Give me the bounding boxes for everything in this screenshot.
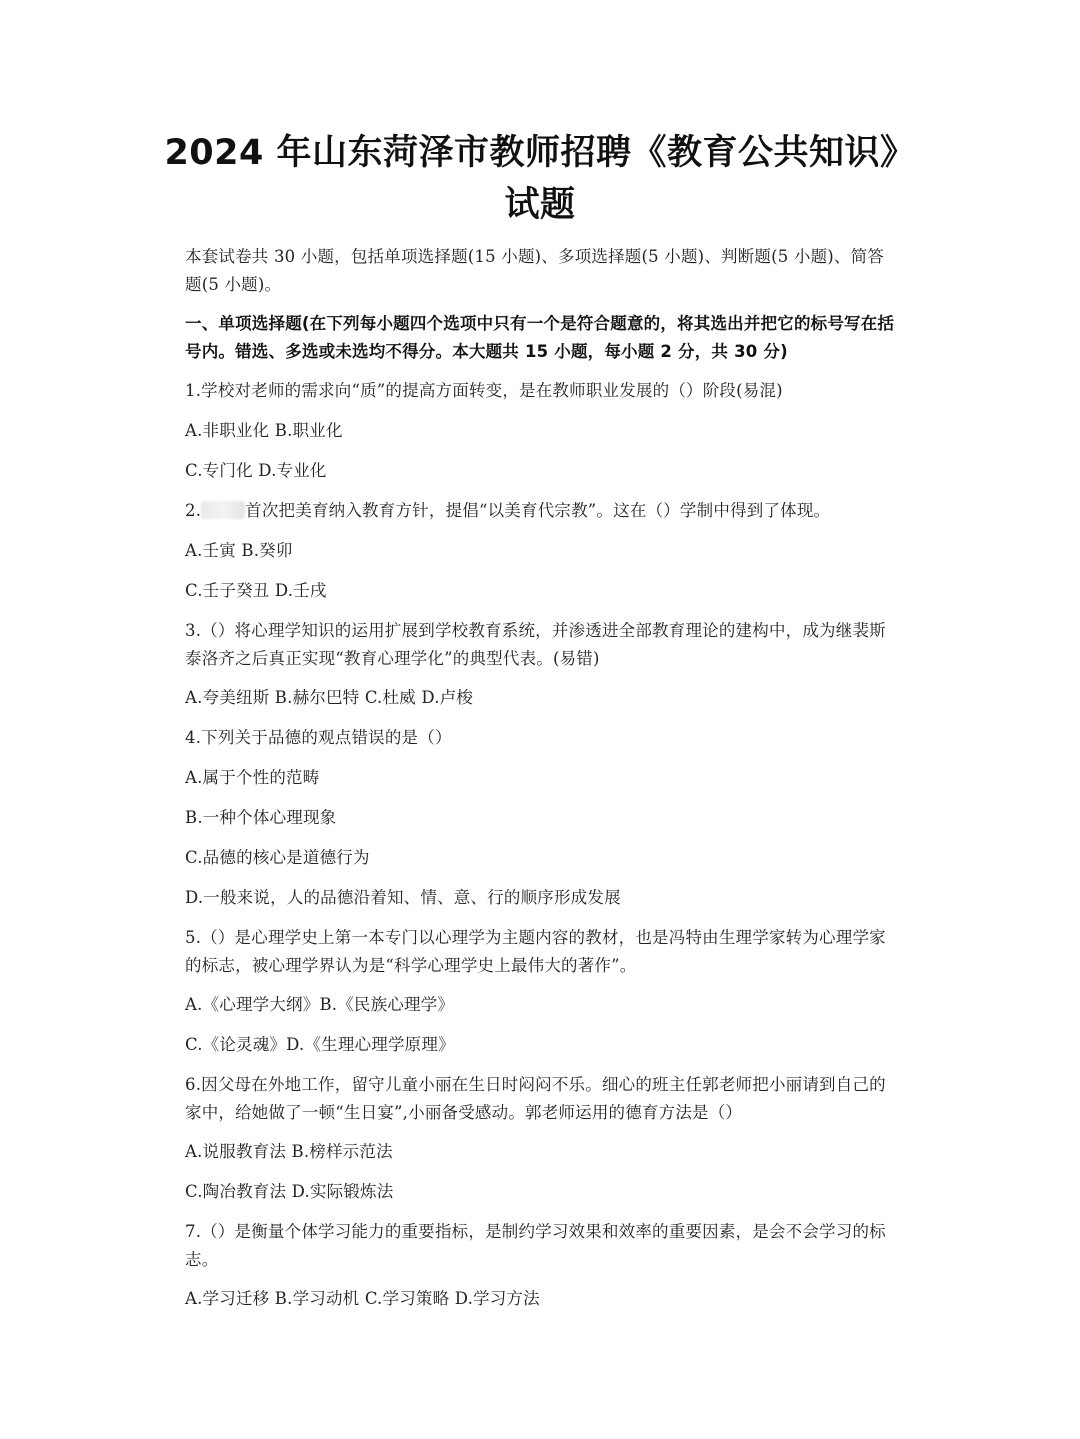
- question-option: C.品德的核心是道德行为: [185, 848, 370, 867]
- page-title-line2: 试题: [504, 185, 576, 225]
- question-option: C.专门化 D.专业化: [185, 461, 327, 480]
- question-option: C.壬子癸丑 D.壬戌: [185, 581, 327, 600]
- question-option: A.学习迁移 B.学习动机 C.学习策略 D.学习方法: [185, 1289, 540, 1308]
- question-option: A.壬寅 B.癸卯: [185, 541, 293, 560]
- section-heading: 一、单项选择题(在下列每小题四个选项中只有一个是符合题意的，将其选出并把它的标号写在括号内。错选、多选或未选均不得分。本大题共 15 小题，每小题 2 分，共 30 分): [185, 314, 895, 361]
- question-stem: 7.（）是衡量个体学习能力的重要指标，是制约学习效果和效率的重要因素，是会不会学习的标志。: [185, 1222, 886, 1269]
- question-option: A.说服教育法 B.榜样示范法: [185, 1142, 393, 1161]
- question-option: A.属于个性的范畴: [185, 768, 320, 787]
- question-option: B.一种个体心理现象: [185, 808, 337, 827]
- question-option: C.《论灵魂》D.《生理心理学原理》: [185, 1035, 455, 1054]
- question-option: A.《心理学大纲》B.《民族心理学》: [185, 995, 455, 1014]
- question-stem: 6.因父母在外地工作，留守儿童小丽在生日时闷闷不乐。细心的班主任郭老师把小丽请到自己的家中，给她做了一顿“生日宴”,小丽备受感动。郭老师运用的德育方法是（）: [185, 1075, 886, 1122]
- question-stem: 3.（）将心理学知识的运用扩展到学校教育系统，并渗透进全部教育理论的建构中，成为继裴斯泰洛齐之后真正实现“教育心理学化”的典型代表。(易错): [185, 621, 886, 668]
- intro-paragraph: 本套试卷共 30 小题，包括单项选择题(15 小题)、多项选择题(5 小题)、判断题(5 小题)、简答题(5 小题)。: [185, 247, 885, 294]
- question-stem: 1.学校对老师的需求向“质”的提高方面转变，是在教师职业发展的（）阶段(易混): [185, 381, 783, 400]
- question-option: D.一般来说，人的品德沿着知、情、意、行的顺序形成发展: [185, 888, 621, 907]
- page-title: 2024 年山东菏泽市教师招聘《教育公共知识》: [164, 133, 916, 173]
- redacted-text: [201, 501, 245, 519]
- question-option: A.非职业化 B.职业化: [185, 421, 343, 440]
- question-stem: 5.（）是心理学史上第一本专门以心理学为主题内容的教材，也是冯特由生理学家转为心理学家的标志，被心理学界认为是“科学心理学史上最伟大的著作”。: [185, 928, 886, 975]
- question-stem: 4.下列关于品德的观点错误的是（）: [185, 728, 452, 747]
- question-stem: [185, 497, 897, 525]
- question-option: A.夸美纽斯 B.赫尔巴特 C.杜威 D.卢梭: [185, 688, 474, 707]
- question-option: C.陶冶教育法 D.实际锻炼法: [185, 1182, 394, 1201]
- question-number: 2.: [185, 501, 202, 520]
- question-text: 首次把美育纳入教育方针，提倡“以美育代宗教”。这在（）学制中得到了体现。: [245, 501, 831, 520]
